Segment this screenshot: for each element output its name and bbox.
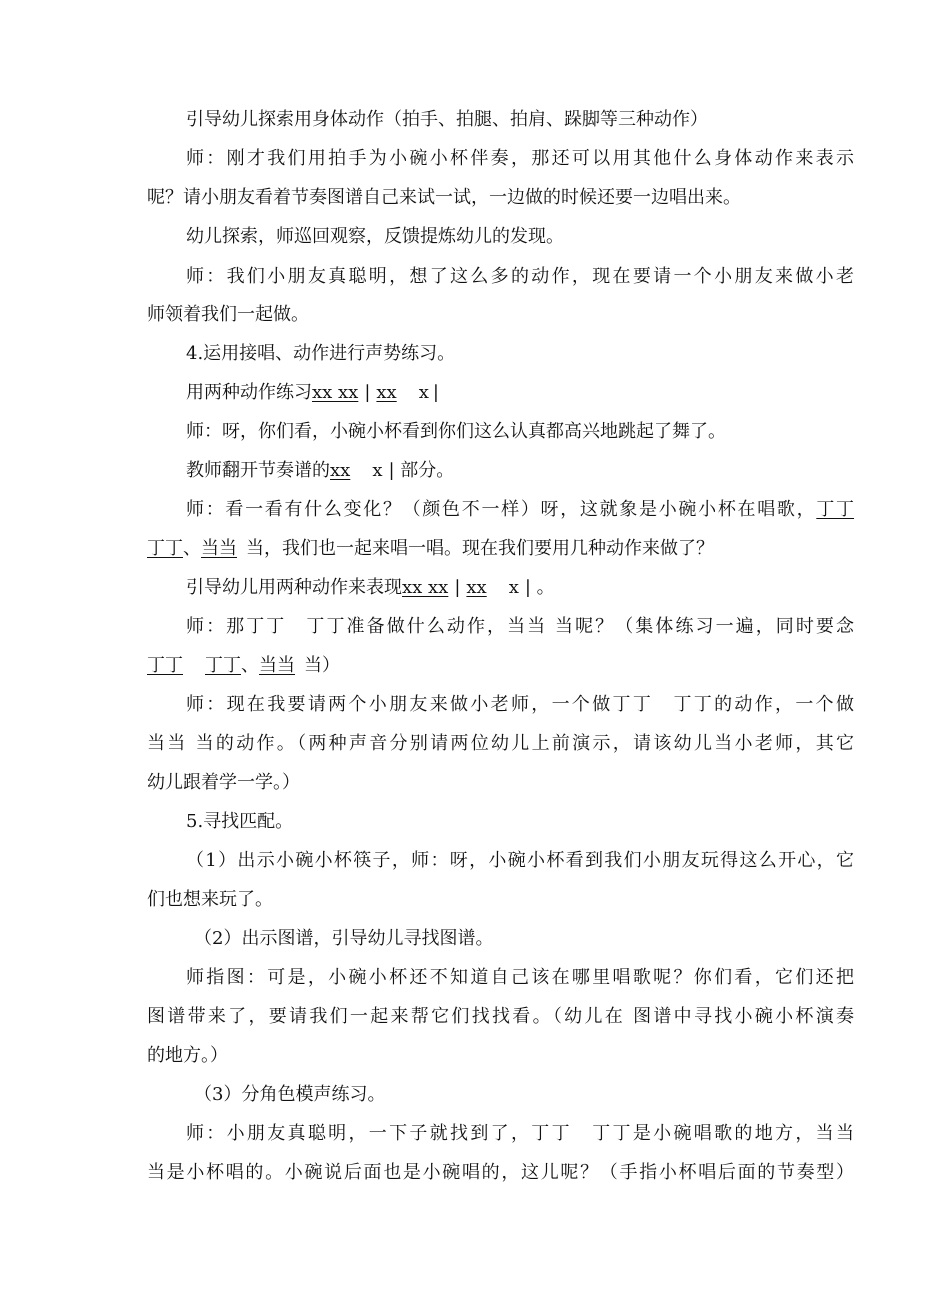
rhythm-notation: xx xyxy=(376,382,397,403)
bar-line: | xyxy=(364,382,371,403)
paragraph: 师：呀，你们看，小碗小杯看到你们这么认真都高兴地跳起了舞了。 xyxy=(186,421,726,442)
paragraph-continuation: 师领着我们一起做。 xyxy=(147,304,309,325)
paragraph: 师指图：可是，小碗小杯还不知道自己该在哪里唱歌呢？你们看，它们还把 xyxy=(186,967,854,988)
paragraph: 师：我们小朋友真聪明，想了这么多的动作，现在要请一个小朋友来做小老 xyxy=(186,266,854,287)
underlined-sound: 丁丁 xyxy=(147,655,183,676)
paragraph-continuation: 们也想来玩了。 xyxy=(147,889,273,910)
paragraph-continuation xyxy=(147,653,854,679)
paragraph: 师：现在我要请两个小朋友来做小老师，一个做丁丁 丁丁的动作，一个做 xyxy=(186,694,854,715)
underlined-sound: 当当 xyxy=(259,655,295,676)
text: 师：看一看有什么变化？（颜色不一样）呀，这就象是小碗小杯在唱歌， xyxy=(186,499,817,520)
underlined-sound: 丁丁 xyxy=(816,499,855,520)
text: | 。 xyxy=(524,577,555,598)
text: | 部分。 xyxy=(388,460,455,481)
underlined-sound: 丁丁 xyxy=(147,538,183,559)
paragraph-continuation xyxy=(147,536,854,562)
paragraph xyxy=(186,497,854,523)
rhythm-notation: xx xx xyxy=(402,577,449,598)
underlined-sound: 当当 xyxy=(201,538,237,559)
paragraph: （3）分角色模声练习。 xyxy=(194,1084,386,1105)
paragraph: 师：那丁丁 丁丁准备做什么动作，当当 当呢？（集体练习一遍，同时要念 xyxy=(186,616,854,637)
paragraph-continuation: 当是小杯唱的。小碗说后面也是小碗唱的，这儿呢？（手指小杯唱后面的节奏型） xyxy=(147,1162,854,1183)
paragraph xyxy=(186,575,854,601)
text: 当） xyxy=(304,655,340,676)
bar-line: | xyxy=(454,577,461,598)
paragraph: 引导幼儿探索用身体动作（拍手、拍腿、拍肩、跺脚等三种动作） xyxy=(186,109,708,130)
rhythm-notation: x xyxy=(508,577,519,598)
paragraph-continuation: 幼儿跟着学一学。） xyxy=(147,772,300,793)
text: 当，我们也一起来唱一唱。现在我们要用几种动作来做了？ xyxy=(246,538,714,559)
paragraph: 师：小朋友真聪明，一下子就找到了，丁丁 丁丁是小碗唱歌的地方，当当 xyxy=(186,1123,854,1144)
text: 、 xyxy=(241,655,259,676)
rhythm-notation: xx xyxy=(330,460,351,481)
paragraph: （1）出示小碗小杯筷子，师：呀，小碗小杯看到我们小朋友玩得这么开心，它 xyxy=(186,850,854,871)
paragraph-continuation: 当当 当的动作。（两种声音分别请两位幼儿上前演示，请该幼儿当小老师，其它 xyxy=(147,733,854,754)
paragraph xyxy=(186,458,854,484)
rhythm-notation: x xyxy=(372,460,383,481)
paragraph: 师：刚才我们用拍手为小碗小杯伴奏，那还可以用其他什么身体动作来表示 xyxy=(186,148,854,169)
paragraph: （2）出示图谱，引导幼儿寻找图谱。 xyxy=(194,928,494,949)
paragraph-continuation: 图谱带来了，要请我们一起来帮它们找找看。（幼儿在 图谱中寻找小碗小杯演奏 xyxy=(147,1006,854,1027)
text: 、 xyxy=(183,538,201,559)
rhythm-notation: xx xyxy=(466,577,487,598)
rhythm-line xyxy=(186,380,854,406)
paragraph-continuation: 的地方。） xyxy=(147,1045,228,1066)
text: 用两种动作练习 xyxy=(186,382,312,403)
rhythm-notation: x xyxy=(418,382,429,403)
paragraph-continuation: 呢？请小朋友看着节奏图谱自己来试一试，一边做的时候还要一边唱出来。 xyxy=(147,187,741,208)
paragraph: 幼儿探索，师巡回观察，反馈提炼幼儿的发现。 xyxy=(186,226,564,247)
text: 引导幼儿用两种动作来表现 xyxy=(186,577,402,598)
bar-line: | xyxy=(432,382,439,403)
underlined-sound: 丁丁 xyxy=(205,655,241,676)
section-heading: 5.寻找匹配。 xyxy=(186,811,294,832)
text: 教师翻开节奏谱的 xyxy=(186,460,330,481)
rhythm-notation: xx xx xyxy=(312,382,359,403)
section-heading: 4.运用接唱、动作进行声势练习。 xyxy=(186,343,456,364)
